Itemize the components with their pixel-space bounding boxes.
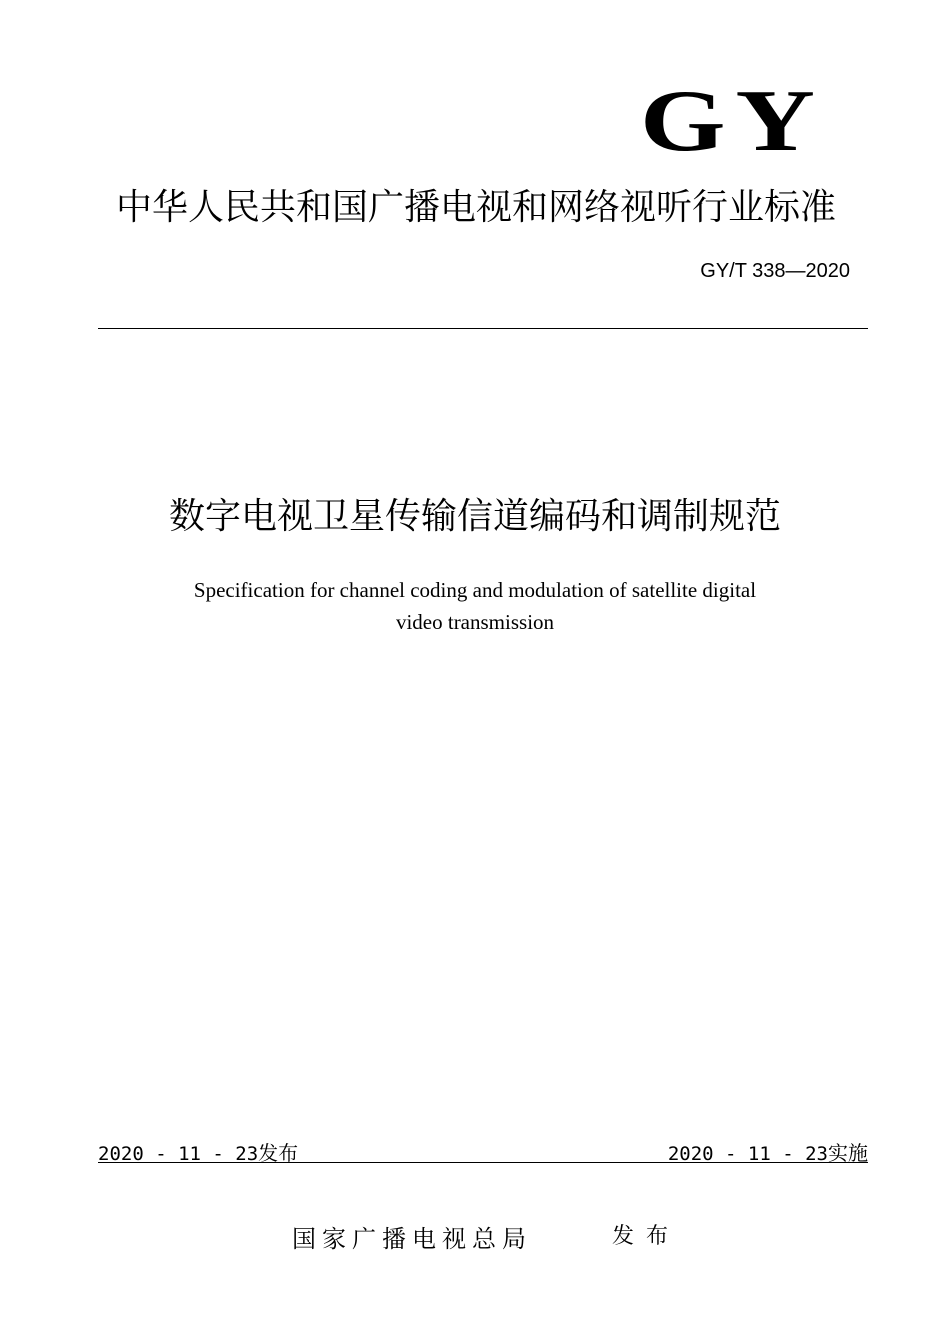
publish-label: 发布 <box>612 1224 681 1249</box>
publisher: 国家广播电视总局 <box>292 1225 532 1253</box>
document-title-en <box>0 574 950 638</box>
document-title-zh: 数字电视卫星传输信道编码和调制规范 <box>168 496 781 537</box>
implement-label: 实施 <box>828 1141 868 1165</box>
document-title-en-line2: video transmission <box>395 610 555 634</box>
gy-logo: GY <box>640 73 825 170</box>
document-title-en-line1: Specification for channel coding and modulation of satellite digital <box>193 578 757 602</box>
top-divider <box>98 328 868 329</box>
release-label: 发布 <box>258 1141 299 1165</box>
release-date: 2020 - 11 - 23 <box>98 1143 259 1165</box>
standard-organization: 中华人民共和国广播电视和网络视听行业标准 <box>116 187 837 228</box>
standard-code: GY/T 338—2020 <box>700 260 850 282</box>
bottom-divider <box>98 1162 868 1163</box>
implement-date: 2020 - 11 - 23 <box>667 1143 828 1165</box>
